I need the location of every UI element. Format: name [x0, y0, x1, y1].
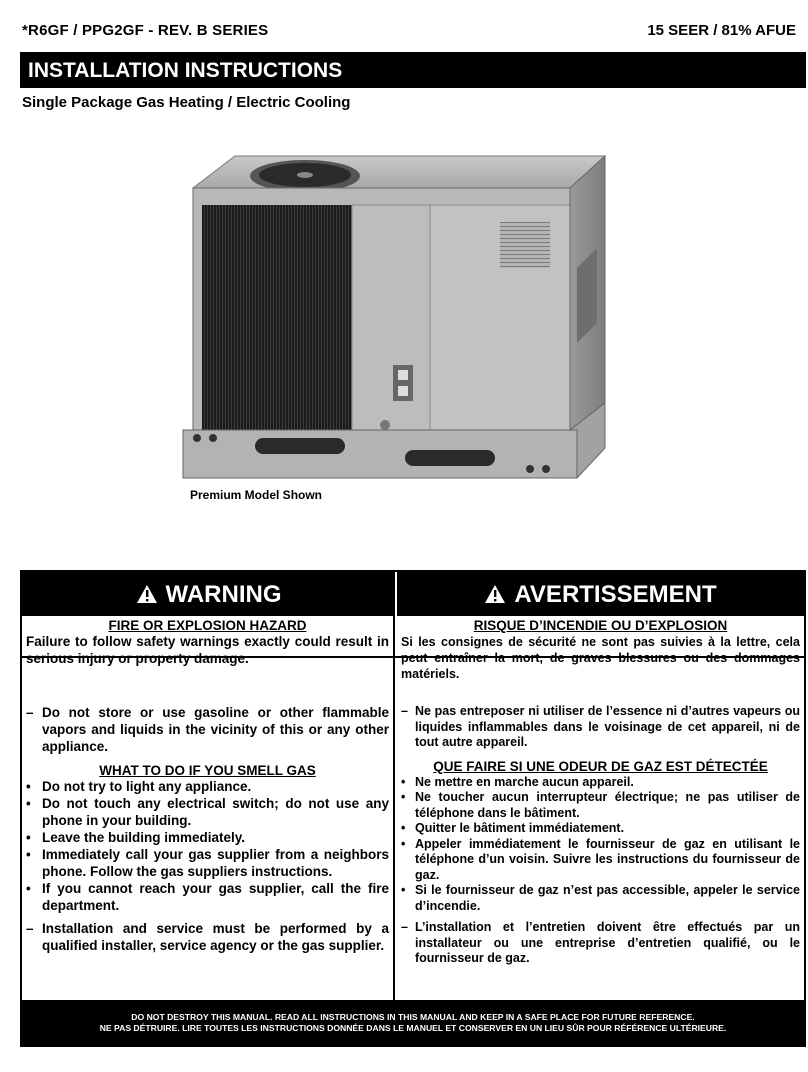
list-item: • Ne mettre en marche aucun appareil. [401, 774, 634, 789]
model-series: *R6GF / PPG2GF - REV. B SERIES [22, 22, 269, 39]
footer-notice [22, 1000, 804, 1045]
hazard-title-en: FIRE OR EXPLOSION HAZARD [108, 618, 307, 633]
list-item: – Ne pas entreposer ni utiliser de l’essence ni d’autres vapeurs ou liquides inflammables dans le voisinage de cet appareil, ni de tout autre appareil. [401, 704, 800, 749]
list-item: • Appeler immédiatement le fournisseur de gaz en utilisant le téléphone d’un voisin. Suivre les instructions du fournisseur de gaz. [401, 836, 800, 882]
list-item: • Quitter le bâtiment immédiatement. [401, 821, 625, 835]
list-item: • Leave the building immediately. [26, 830, 246, 845]
hazard-title-fr: RISQUE D’INCENDIE OU D’EXPLOSION [473, 618, 728, 633]
warning-triangle-icon [484, 584, 506, 604]
footer-notice-en: DO NOT DESTROY THIS MANUAL. READ ALL INSTRUCTIONS IN THIS MANUAL AND KEEP IN A SAFE PLACE FOR FUTURE REFERENCE. [131, 1012, 695, 1022]
avertissement-label: AVERTISSEMENT [514, 581, 717, 608]
warning-label: WARNING [165, 581, 282, 608]
document-title: INSTALLATION INSTRUCTIONS [20, 52, 806, 88]
smell-gas-title-fr: QUE FAIRE SI UNE ODEUR DE GAZ EST DÉTECTÉE [433, 758, 768, 774]
list-item: • Do not try to light any appliance. [26, 779, 252, 794]
efficiency-rating: 15 SEER / 81% AFUE [647, 22, 796, 39]
photo-caption: Premium Model Shown [190, 488, 323, 502]
list-item: • Immediately call your gas supplier from a neighbors phone. Follow the gas suppliers instructions. [26, 847, 389, 879]
list-item: – Do not store or use gasoline or other flammable vapors and liquids in the vicinity of this or any other appliance. [26, 705, 389, 754]
warning-column-en [22, 616, 395, 1000]
list-item: • Do not touch any electrical switch; do not use any phone in your building. [26, 796, 389, 828]
warning-column-fr [397, 616, 804, 1000]
hazard-text-fr: Si les consignes de sécurité ne sont pas suivies à la lettre, cela peut entraîner la mort, de graves blessures ou des dommages matériels. [401, 635, 800, 681]
list-item: • If you cannot reach your gas supplier, call the fire department. [26, 881, 389, 913]
hazard-text-en: Failure to follow safety warnings exactly could result in serious injury or property damage. [26, 634, 389, 666]
list-item: – Installation and service must be performed by a qualified installer, service agency or the gas supplier. [26, 921, 389, 953]
smell-gas-title-en: WHAT TO DO IF YOU SMELL GAS [99, 763, 316, 778]
product-photo [165, 148, 625, 498]
list-item: – L’installation et l’entretien doivent être effectués par un installateur ou une entreprise d’entretien qualifié, ou le fournisseur de gaz. [401, 920, 800, 965]
warning-box [20, 570, 806, 1047]
list-item: • Si le fournisseur de gaz n’est pas accessible, appeler le service d’incendie. [401, 883, 800, 913]
warning-heading-fr [397, 572, 804, 616]
document-subtitle: Single Package Gas Heating / Electric Cooling [22, 94, 351, 111]
divider [22, 656, 804, 658]
warning-heading-en [22, 572, 395, 616]
list-item: • Ne toucher aucun interrupteur électrique; ne pas utiliser de téléphone dans le bâtiment. [401, 790, 800, 820]
footer-notice-fr: NE PAS DÉTRUIRE. LIRE TOUTES LES INSTRUCTIONS DONNÉE DANS LE MANUEL ET CONSERVER EN UN LIEU SÛR POUR RÉFÉRENCE ULTÉRIEURE. [99, 1023, 727, 1033]
warning-triangle-icon [136, 584, 158, 604]
